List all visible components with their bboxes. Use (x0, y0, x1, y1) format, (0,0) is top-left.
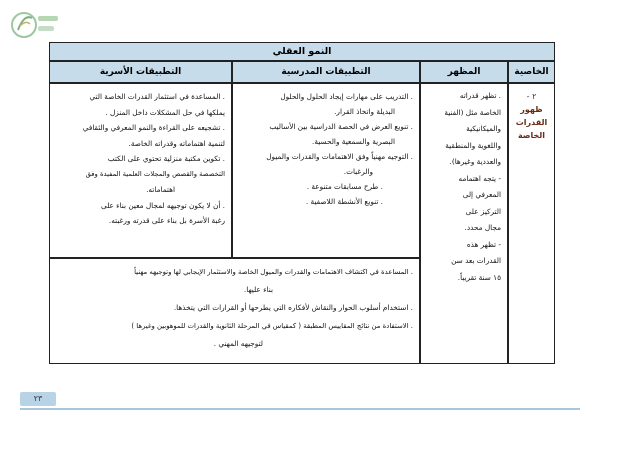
shared-line: . استخدام أسلوب الحوار والنقاش لأفكاره التي يطرحها أو القرارات التي يتخذها. (173, 303, 413, 312)
family-line: يملكها في حل المشكلات داخل المنزل . (105, 107, 225, 117)
family-line: . تشجيعه على القراءة والنمو المعرفي والثقافي (82, 123, 225, 132)
footer-divider (20, 408, 580, 410)
school-line: . تنويع الأنشطة اللاصفية . (305, 197, 383, 206)
characteristic-line: الخاصة (517, 131, 546, 140)
header-family-applications: التطبيقات الأسرية (49, 61, 232, 83)
family-line: اهتماماته. (146, 185, 175, 194)
manifestation-cell (420, 83, 508, 364)
school-line: البصرية والسمعية والحسية. (312, 137, 395, 146)
school-applications-cell (232, 83, 420, 258)
school-line: . التدريب على مهارات إيجاد الحلول والحلول (280, 92, 413, 101)
manifestation-line: والميكانيكية (466, 124, 501, 133)
manifestation-line: واللغوية والمنطقية (445, 140, 501, 150)
manifestation-line: القدرات بعد سن (451, 256, 501, 265)
manifestation-line: التركيز على (465, 206, 501, 216)
manifestation-line: مجال محدد. (464, 223, 501, 232)
table-title: النمو العقلي (49, 42, 555, 61)
manifestation-line: - يتجه اهتمامه (458, 173, 501, 183)
characteristic-number: ٢ - (526, 92, 537, 101)
header-characteristic: الخاصية (508, 61, 555, 83)
family-line: التخصصة والقصص والمجلات العلمية المفيدة وفق (85, 169, 225, 178)
manifestation-line: والعددية وغيرها). (449, 157, 501, 166)
header-manifestation: المظهر (420, 61, 508, 83)
school-line: والرغبات. (343, 167, 373, 176)
characteristic-line: ظهور (520, 105, 543, 114)
family-line: لتنمية اهتماماته وقدراته الخاصة. (128, 138, 225, 148)
family-line: . تكوين مكتبة منزلية تحتوي على الكتب (107, 154, 225, 163)
manifestation-line: - تظهر هذه (466, 239, 501, 249)
school-line: البديلة واتخاذ القرار. (334, 107, 395, 116)
characteristic-line: القدرات (515, 118, 548, 127)
school-line: . طرح مسابقات متنوعة . (306, 182, 383, 191)
page-number: ٢٣ (20, 392, 56, 406)
manifestation-line: المعرفي إلى (462, 190, 501, 199)
school-line: . تنويع العرض في الحصة الدراسية بين الأساليب (269, 122, 413, 131)
characteristic-cell (508, 83, 555, 364)
manifestation-line: ١٥ سنة تقريباً. (457, 272, 501, 282)
shared-line: لتوجيهه المهني . (213, 339, 263, 348)
manifestation-line: . تظهر قدراته (459, 91, 501, 100)
shared-applications-cell (49, 258, 420, 364)
shared-line: بناء عليها. (243, 285, 273, 294)
logo (10, 6, 62, 44)
school-line: . التوجيه مهنياً وفق الاهتمامات والقدرات والميول (266, 152, 413, 161)
family-applications-cell (49, 83, 232, 258)
manifestation-line: الخاصة مثل (الفنية (444, 107, 501, 117)
family-line: . المساعدة في استثمار القدرات الخاصة التي (89, 92, 225, 101)
header-school-applications: التطبيقات المدرسية (232, 61, 420, 83)
shared-line: . المساعدة في اكتشاف الاهتمامات والقدرات والميول الخاصة والاستثمار الإيجابي لها وتوجيهه مهنياً (134, 268, 413, 276)
family-line: . أن لا يكون توجيهه لمجال معين بناء على (100, 200, 225, 210)
shared-line: . الاستفادة من نتائج المقاييس المطبقة ( كمقياس في المرحلة الثانوية والقدرات للموهوبين وغيرها ) (131, 322, 413, 330)
family-line: رغبة الأسرة بل بناء على قدرته ورغبته. (108, 216, 225, 225)
